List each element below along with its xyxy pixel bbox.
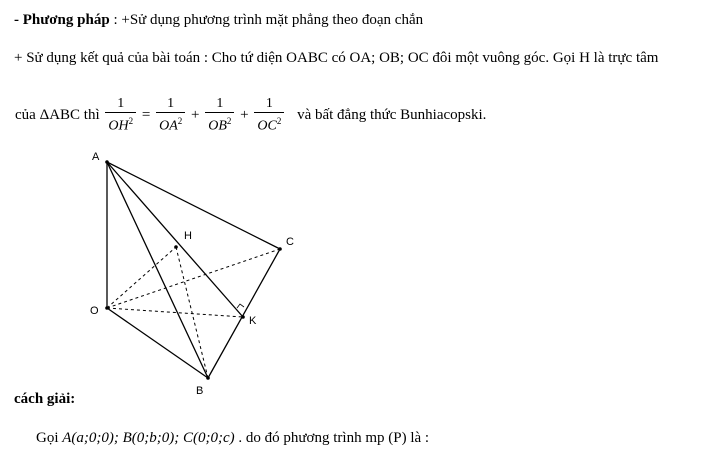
tetrahedron-figure <box>80 145 320 395</box>
fraction-oa: $\frac{1}{OA^2}$ <box>156 96 185 135</box>
fraction-oc: $\frac{1}{OC^2}$ <box>254 96 284 135</box>
equals-sign: = <box>141 106 151 123</box>
right-angle-mark <box>237 304 244 308</box>
solution-coords: A(a;0;0); B(0;b;0); C(0;0;c) <box>62 430 235 446</box>
point-c <box>278 247 282 251</box>
solution-heading: cách giải: <box>14 391 76 407</box>
method-text: : +Sử dụng phương trình mặt phẳng theo đoạn chắn <box>109 12 424 28</box>
formula-suffix: và bất đẳng thức Bunhiacopski. <box>297 106 487 123</box>
label-b: B <box>196 385 204 395</box>
edge-bc <box>208 249 280 378</box>
formula-line <box>14 96 487 135</box>
label-a: A <box>92 151 100 163</box>
point-o <box>105 306 109 310</box>
label-o: O <box>90 305 99 317</box>
fraction-oh: $\frac{1}{OH^2}$ <box>105 96 136 135</box>
edge-ab <box>107 162 208 378</box>
point-b <box>206 376 210 380</box>
label-h: H <box>184 230 192 242</box>
edge-ak <box>107 162 243 317</box>
lemma-text: + Sử dụng kết quả của bài toán : Cho tứ diện OABC có OA; OB; OC đôi một vuông góc. Gọi H là trực tâm <box>14 50 659 66</box>
edge-ac <box>107 162 280 249</box>
segment-oh-hidden <box>107 247 176 308</box>
point-a <box>105 160 109 164</box>
lemma-line <box>14 50 658 67</box>
edge-oc-hidden <box>107 249 280 308</box>
solution-suffix: . do đó phương trình mp (P) là : <box>234 430 430 446</box>
method-label: - Phương pháp <box>14 12 110 28</box>
plus-sign: + <box>191 106 200 123</box>
label-c: C <box>286 236 294 248</box>
segment-ok-hidden <box>107 308 243 317</box>
solution-prefix: Gọi <box>36 430 63 446</box>
point-k <box>241 315 245 319</box>
point-h <box>174 245 178 249</box>
solution-line <box>36 430 429 447</box>
plus-sign: + <box>240 106 249 123</box>
edge-ob <box>107 308 208 378</box>
method-line <box>14 12 423 29</box>
label-k: K <box>249 315 257 327</box>
fraction-ob: $\frac{1}{OB^2}$ <box>205 96 234 135</box>
formula-prefix: của ΔABC thì <box>15 106 100 123</box>
